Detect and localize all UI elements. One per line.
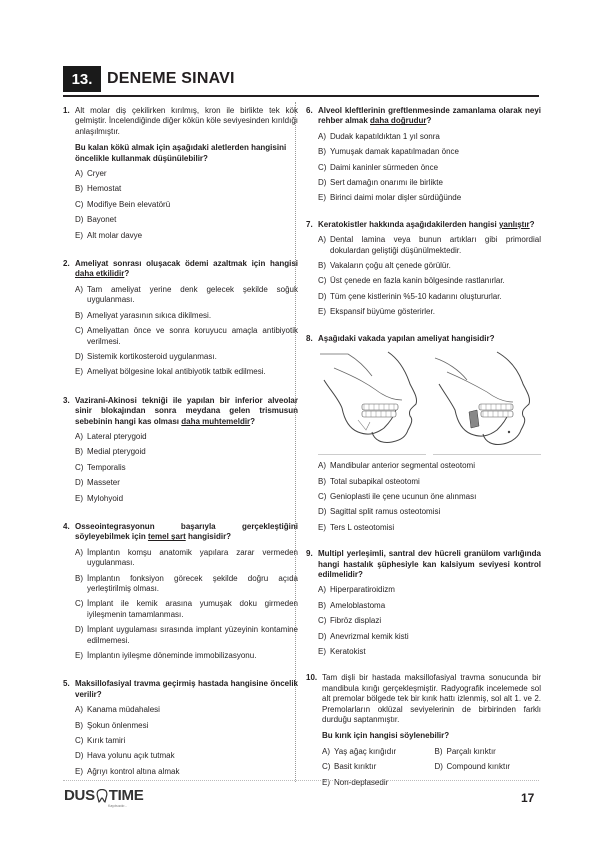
question-number: 3.	[63, 395, 70, 405]
exam-title: DENEME SINAVI	[107, 70, 235, 87]
option-b[interactable]: B) İmplantın fonksiyon görecek şekilde doğru açıda yerleştirilmiş olması.	[75, 573, 298, 593]
option-c[interactable]: C) Genioplasti ile çene ucunun öne alınması	[318, 491, 477, 501]
option-e[interactable]: E) Keratokist	[318, 646, 366, 656]
header-rule	[63, 95, 539, 97]
question-6	[306, 106, 541, 204]
question-number: 10.	[306, 673, 318, 683]
option-c[interactable]: C) Daimi kaninler sürmeden önce	[318, 162, 439, 172]
question-number: 8.	[306, 333, 313, 343]
option-b[interactable]: B) Total subapikal osteotomi	[318, 476, 420, 486]
option-b[interactable]: B) Ameliyat yarasının sıkıca dikilmesi.	[75, 310, 212, 320]
option-a[interactable]: A) Kanama müdahalesi	[75, 705, 160, 715]
option-e[interactable]: E) Ağrıyı kontrol altına almak	[75, 766, 180, 776]
question-number: 6.	[306, 106, 313, 115]
option-c[interactable]: C) Basit kırıktır	[322, 762, 377, 772]
option-d[interactable]: D) Sistemik kortikosteroid uygulanması.	[75, 351, 217, 361]
right-column	[306, 106, 541, 793]
option-b[interactable]: B) Ameloblastoma	[318, 600, 386, 610]
option-b[interactable]: B) Vakaların çoğu alt çenede görülür.	[318, 261, 451, 271]
option-e[interactable]: E) Ekspansif büyüme gösterirler.	[318, 307, 435, 317]
question-stem: Alt molar diş çekilirken kırılmış, kron ile birlikte tek kök gelmiştir. İncelendiğinde diğer kökün köle seviyesinden kırıldığı anlaşılmıştır.	[75, 106, 298, 136]
option-a[interactable]: A) Mandibular anterior segmental osteotomi	[318, 461, 475, 471]
question-2	[63, 259, 298, 378]
option-a[interactable]: A) İmplantın komşu anatomik yapılara zarar vermeden uygulanması.	[75, 547, 298, 568]
question-number: 2.	[63, 259, 70, 269]
question-stem: Vazirani-Akinosi tekniği ile yapılan bir inferior alveolar sinir blokajından sonra meydana gelen trismusun sebebinin hangi kas olması daha muhtemeldir?	[75, 395, 298, 426]
question-stem: Multipl yerleşimli, santral dev hücreli granülom varlığında hangi hastalık şüphesiyle kan kalsiyum seviyesi kontrol edilmelidir?	[318, 549, 541, 579]
skull-postop-illustration	[433, 350, 541, 455]
left-column	[63, 106, 298, 782]
option-c[interactable]: C) Üst çenede en fazla kanin bölgesinde rastlanırlar.	[318, 276, 505, 286]
question-10	[306, 673, 541, 793]
question-3	[63, 396, 298, 504]
logo-tagline: Kayıtsızdır...	[108, 804, 128, 808]
question-8-options	[306, 461, 541, 533]
question-stem: Alveol kleftlerinin greftlenmesinde zamanlama olarak neyi rehber almak daha doğrudur?	[318, 106, 541, 126]
question-stem: Aşağıdaki vakada yapılan ameliyat hangisidir?	[318, 333, 495, 343]
exam-header	[63, 66, 235, 92]
option-c[interactable]: C) Temporalis	[75, 462, 126, 472]
option-e[interactable]: E) Alt molar davye	[75, 230, 143, 240]
question-stem: Tam dişli bir hastada maksillofasiyal travma sonucunda bir mandibula kırığı gerçekleşmiştir. Radyografik incelemede sol alt premolar bölgede tek bir kırık hattı izlenmiş, sol alt 1. ve 2. Premolarların oklüzal seviyelerinin de birbirinden farklı durduğu saptanmıştır.	[322, 673, 541, 724]
footer-rule	[63, 780, 539, 781]
question-number: 4.	[63, 521, 70, 531]
option-b[interactable]: B) Medial pterygoid	[75, 447, 146, 457]
option-a[interactable]: A) Yaş ağaç kırığıdır	[322, 746, 397, 756]
question-stem: Keratokistler hakkında aşağıdakilerden hangisi yanlıştır?	[318, 219, 535, 229]
option-c[interactable]: C) Kırık tamiri	[75, 736, 126, 746]
question-prompt: Bu kırık için hangisi söylenebilir?	[322, 731, 450, 741]
option-c[interactable]: C) Fibröz displazi	[318, 616, 382, 626]
option-e[interactable]: E) Mylohyoid	[75, 493, 124, 503]
question-7	[306, 220, 541, 318]
question-stem: Ameliyat sonrası oluşacak ödemi azaltmak için hangisi daha etkilidir?	[75, 259, 298, 279]
option-a[interactable]: A) Cryer	[75, 169, 107, 179]
option-b[interactable]: B) Yumuşak damak kapatılmadan önce	[318, 147, 459, 157]
option-b[interactable]: B) Hemostat	[75, 184, 122, 194]
question-stem: Osseointegrasyonun başarıyla gerçekleştiğini söyleyebilmek için temel şart hangisidir?	[75, 521, 298, 542]
question-5	[63, 679, 298, 777]
question-prompt: Bu kalan kökü almak için aşağıdaki aletlerden hangisini öncelikle kullanmak düşünülebilir?	[75, 143, 287, 163]
option-e[interactable]: E) Birinci daimi molar dişler sürdüğünde	[318, 193, 462, 203]
surgery-figures	[318, 350, 541, 455]
exam-number: 13.	[63, 66, 101, 92]
question-4	[63, 522, 298, 661]
question-number: 1.	[63, 106, 70, 115]
option-e[interactable]: E) İmplantın iyileşme döneminde immobilizasyonu.	[75, 651, 257, 661]
option-d[interactable]: D) Compound kırıktır	[434, 762, 511, 772]
option-d[interactable]: D) Anevrizmal kemik kisti	[318, 631, 409, 641]
option-e[interactable]: E) Ters L osteotomisi	[318, 522, 395, 532]
option-d[interactable]: D) İmplant uygulaması sırasında implant yüzeyinin kontamine edilmemesi.	[75, 625, 298, 645]
question-1	[63, 106, 298, 241]
option-e[interactable]: E) Ameliyat bölgesine lokal antibiyotik tatbik edilmesi.	[75, 367, 266, 377]
option-a[interactable]: A) Lateral pterygoid	[75, 431, 147, 441]
option-d[interactable]: D) Tüm çene kistlerinin %5-10 kadarını oluştururlar.	[318, 291, 502, 301]
option-d[interactable]: D) Hava yolunu açık tutmak	[75, 751, 175, 761]
option-c[interactable]: C) Ameliyattan önce ve sonra koruyucu amaçla antibiyotik verilmesi.	[75, 326, 298, 346]
option-b[interactable]: B) Parçalı kırıktır	[434, 746, 496, 756]
option-a[interactable]: A) Tam ameliyat yerine denk gelecek şekilde soğuk uygulanması.	[75, 284, 298, 305]
question-stem: Maksillofasiyal travma geçirmiş hastada hangisine öncelik verilir?	[75, 679, 298, 699]
option-c[interactable]: C) İmplant ile kemik arasına yumuşak doku girmeden iyileşmenin tamamlanması.	[75, 599, 298, 619]
option-e[interactable]: E) Non-deplasedir	[322, 777, 389, 787]
question-number: 9.	[306, 549, 313, 559]
option-d[interactable]: D) Bayonet	[75, 215, 117, 225]
option-d[interactable]: D) Sert damağın onarımı ile birlikte	[318, 178, 443, 188]
option-a[interactable]: A) Dudak kapatıldıktan 1 yıl sonra	[318, 131, 440, 141]
question-number: 7.	[306, 219, 313, 229]
page-number: 17	[521, 791, 535, 805]
option-d[interactable]: D) Sagittal split ramus osteotomisi	[318, 507, 441, 517]
question-9	[306, 549, 541, 657]
question-number: 5.	[63, 679, 70, 689]
option-b[interactable]: B) Şokun önlenmesi	[75, 720, 149, 730]
option-a[interactable]: A) Dental lamina veya bunun artıkları gibi primordial dokulardan geliştiği düşünülmektedir.	[318, 235, 541, 255]
dustime-logo: DUS TIME	[64, 787, 144, 804]
option-d[interactable]: D) Masseter	[75, 478, 120, 488]
tooth-icon	[96, 789, 108, 803]
skull-preop-illustration	[318, 350, 426, 455]
question-8	[306, 334, 541, 344]
option-c[interactable]: C) Modifiye Bein elevatörü	[75, 199, 171, 209]
option-a[interactable]: A) Hiperparatiroidizm	[318, 585, 395, 595]
